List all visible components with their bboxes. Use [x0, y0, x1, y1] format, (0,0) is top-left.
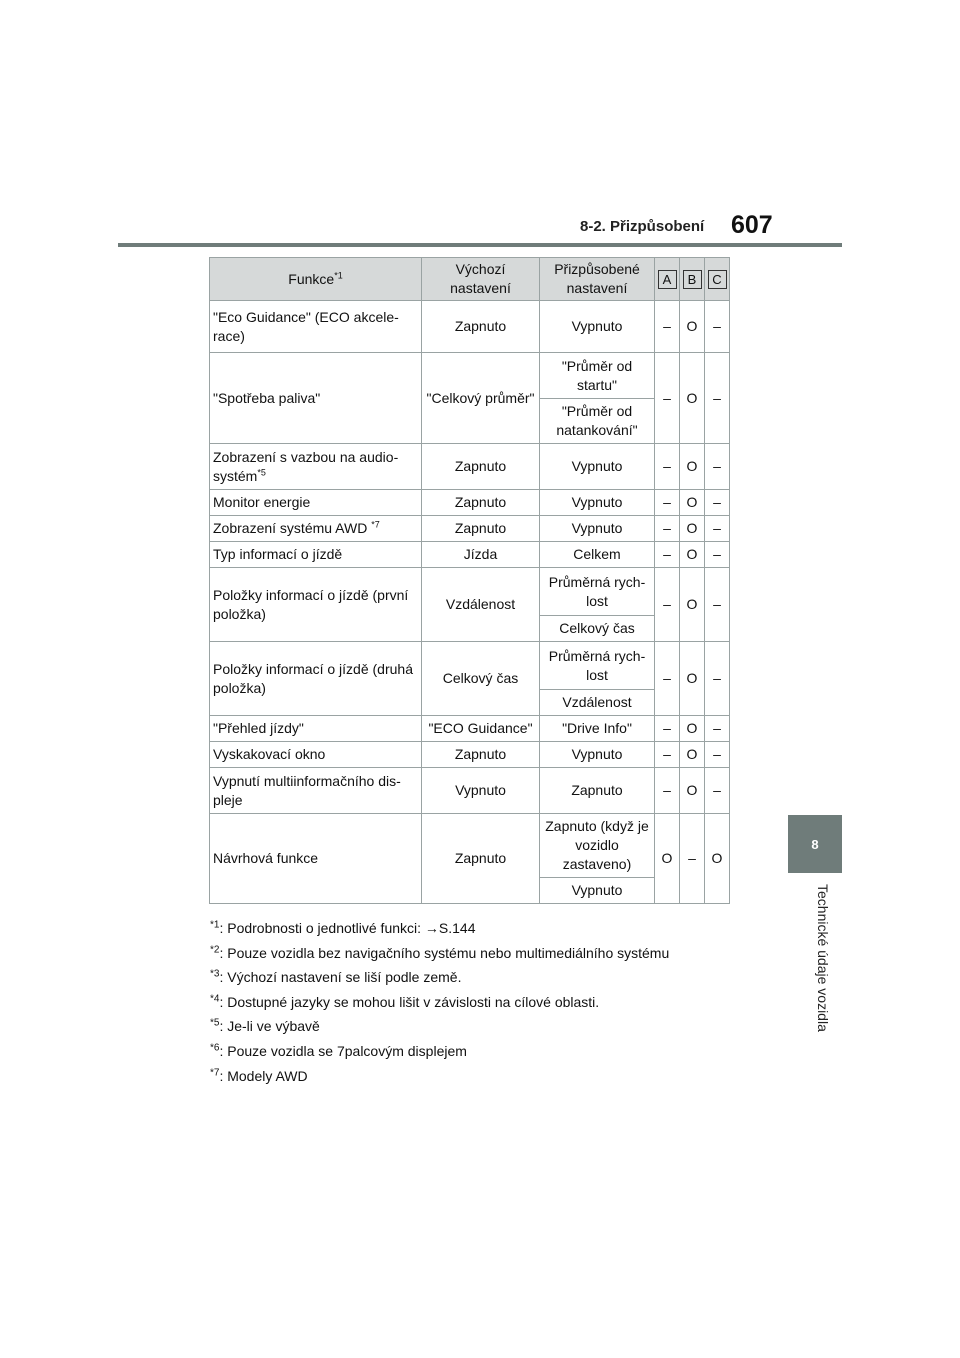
header-col-c: [705, 258, 730, 301]
row-custom-alt: "Průměr od natankování": [540, 399, 655, 444]
row-col-b: O: [680, 490, 705, 516]
row-col-a: O: [655, 814, 680, 904]
col-b-box: B: [683, 270, 702, 289]
row-function-label: Zobrazení s vazbou na audio-systém: [213, 448, 399, 484]
row-col-a: –: [655, 716, 680, 742]
chapter-number: 8: [811, 836, 819, 852]
row-col-a: –: [655, 353, 680, 444]
header-function: [210, 258, 422, 301]
table-row: [210, 353, 730, 399]
row-default: Celkový čas: [422, 642, 540, 716]
footnote-text: : Je-li ve výbavě: [219, 1018, 320, 1035]
row-col-a: –: [655, 301, 680, 353]
footnote: [210, 968, 669, 987]
table-row: [210, 642, 730, 690]
row-col-c: –: [705, 768, 730, 814]
row-col-b: O: [680, 444, 705, 490]
footnote: [210, 993, 669, 1012]
header-function-footnote: *1: [334, 269, 343, 280]
row-default: Zapnuto: [422, 814, 540, 904]
row-default: Jízda: [422, 542, 540, 568]
row-col-a: –: [655, 568, 680, 642]
footnote-text: : Dostupné jazyky se mohou lišit v závislosti na cílové oblasti.: [219, 993, 600, 1010]
row-default: Zapnuto: [422, 490, 540, 516]
row-custom: Vypnuto: [540, 301, 655, 353]
row-function: "Přehled jízdy": [210, 716, 422, 742]
row-custom: Vypnuto: [540, 444, 655, 490]
footnote: [210, 919, 669, 938]
row-col-c: –: [705, 490, 730, 516]
row-function: "Spotřeba paliva": [210, 353, 422, 444]
chapter-tab[interactable]: [788, 815, 842, 873]
chapter-title: Technické údaje vozidla: [815, 884, 831, 1032]
row-custom: Celkem: [540, 542, 655, 568]
table-row: [210, 542, 730, 568]
table-row: [210, 516, 730, 542]
header-col-a: [655, 258, 680, 301]
footnote-mark: *2: [210, 943, 220, 955]
row-function-footnote: *7: [371, 519, 380, 530]
footnote: [210, 944, 669, 963]
row-function: Položky informací o jízdě (první položka): [210, 568, 422, 642]
row-default: Zapnuto: [422, 742, 540, 768]
row-col-c: –: [705, 742, 730, 768]
table-row: [210, 716, 730, 742]
table-row: [210, 568, 730, 616]
row-col-c: –: [705, 353, 730, 444]
row-col-c: –: [705, 542, 730, 568]
row-custom: Průměrná rych-lost: [540, 568, 655, 616]
row-col-c: –: [705, 444, 730, 490]
footnote-text: : Pouze vozidla bez navigačního systému nebo multimediálního systému: [219, 944, 670, 961]
col-c-box: C: [708, 270, 727, 289]
col-a-box: A: [658, 270, 677, 289]
row-custom: Vypnuto: [540, 516, 655, 542]
row-col-a: –: [655, 490, 680, 516]
table-row: [210, 768, 730, 814]
header-custom: Přizpůsobené nastavení: [540, 258, 655, 301]
row-col-a: –: [655, 516, 680, 542]
row-custom-alt: Celkový čas: [540, 616, 655, 642]
row-default: "ECO Guidance": [422, 716, 540, 742]
footnote-mark: *5: [210, 1017, 220, 1029]
row-custom: "Drive Info": [540, 716, 655, 742]
row-col-b: O: [680, 716, 705, 742]
row-custom: Vypnuto: [540, 742, 655, 768]
section-title: 8-2. Přizpůsobení: [580, 218, 705, 235]
footnotes: [210, 919, 669, 1091]
row-custom-alt: Vypnuto: [540, 878, 655, 904]
row-col-c: –: [705, 516, 730, 542]
row-custom-alt: Vzdálenost: [540, 690, 655, 716]
table-header-row: [210, 258, 730, 301]
header-function-label: Funkce: [288, 270, 335, 287]
row-col-b: O: [680, 768, 705, 814]
row-function: "Eco Guidance" (ECO akcele-race): [210, 301, 422, 353]
row-col-b: O: [680, 568, 705, 642]
row-default: Vypnuto: [422, 768, 540, 814]
row-col-b: O: [680, 642, 705, 716]
row-col-b: O: [680, 353, 705, 444]
footnote-text: : Pouze vozidla se 7palcovým displejem: [219, 1042, 467, 1059]
page-number: 607: [731, 211, 773, 239]
row-col-b: O: [680, 742, 705, 768]
table-row: [210, 444, 730, 490]
row-default: Zapnuto: [422, 444, 540, 490]
footnote-mark: *7: [210, 1066, 220, 1078]
footnote: [210, 1042, 669, 1061]
row-default: Vzdálenost: [422, 568, 540, 642]
footnote-mark: *3: [210, 968, 220, 980]
footnote-mark: *6: [210, 1042, 220, 1054]
row-custom: Průměrná rych-lost: [540, 642, 655, 690]
table-row: [210, 490, 730, 516]
row-default: Zapnuto: [422, 301, 540, 353]
footnote-text: : Výchozí nastavení se liší podle země.: [219, 969, 462, 986]
row-col-b: O: [680, 301, 705, 353]
footnote-text: : Podrobnosti o jednotlivé funkci: →S.144: [219, 920, 476, 936]
footnote-mark: *4: [210, 993, 220, 1005]
row-custom: "Průměr od startu": [540, 353, 655, 399]
row-default: "Celkový průměr": [422, 353, 540, 444]
row-custom: Vypnuto: [540, 490, 655, 516]
row-col-b: O: [680, 516, 705, 542]
row-function: Monitor energie: [210, 490, 422, 516]
row-col-c: –: [705, 642, 730, 716]
row-function-footnote: *5: [257, 466, 266, 477]
row-col-a: –: [655, 642, 680, 716]
table-row: [210, 742, 730, 768]
row-function: Typ informací o jízdě: [210, 542, 422, 568]
row-col-c: –: [705, 716, 730, 742]
table-row: [210, 301, 730, 353]
row-col-c: –: [705, 568, 730, 642]
footnote-mark: *1: [210, 919, 220, 931]
row-function: Vypnutí multiinformačního dis-pleje: [210, 768, 422, 814]
header-col-b: [680, 258, 705, 301]
row-col-b: –: [680, 814, 705, 904]
row-function: Položky informací o jízdě (druhá položka): [210, 642, 422, 716]
footnote-text: : Modely AWD: [219, 1067, 308, 1084]
header-default: Výchozí nastavení: [422, 258, 540, 301]
row-col-b: O: [680, 542, 705, 568]
row-col-c: –: [705, 301, 730, 353]
row-col-a: –: [655, 444, 680, 490]
row-col-a: –: [655, 542, 680, 568]
row-col-a: –: [655, 768, 680, 814]
row-function: [210, 516, 422, 542]
header-rule: [118, 243, 842, 247]
customization-table: [209, 257, 730, 904]
row-col-a: –: [655, 742, 680, 768]
row-custom: Zapnuto (když je vozidlo zastaveno): [540, 814, 655, 878]
row-col-c: O: [705, 814, 730, 904]
footnote: [210, 1067, 669, 1086]
row-function: [210, 444, 422, 490]
footnote: [210, 1017, 669, 1036]
row-default: Zapnuto: [422, 516, 540, 542]
row-function: Návrhová funkce: [210, 814, 422, 904]
row-custom: Zapnuto: [540, 768, 655, 814]
row-function: Vyskakovací okno: [210, 742, 422, 768]
table-row: [210, 814, 730, 878]
row-function-label: Zobrazení systému AWD: [213, 520, 372, 536]
